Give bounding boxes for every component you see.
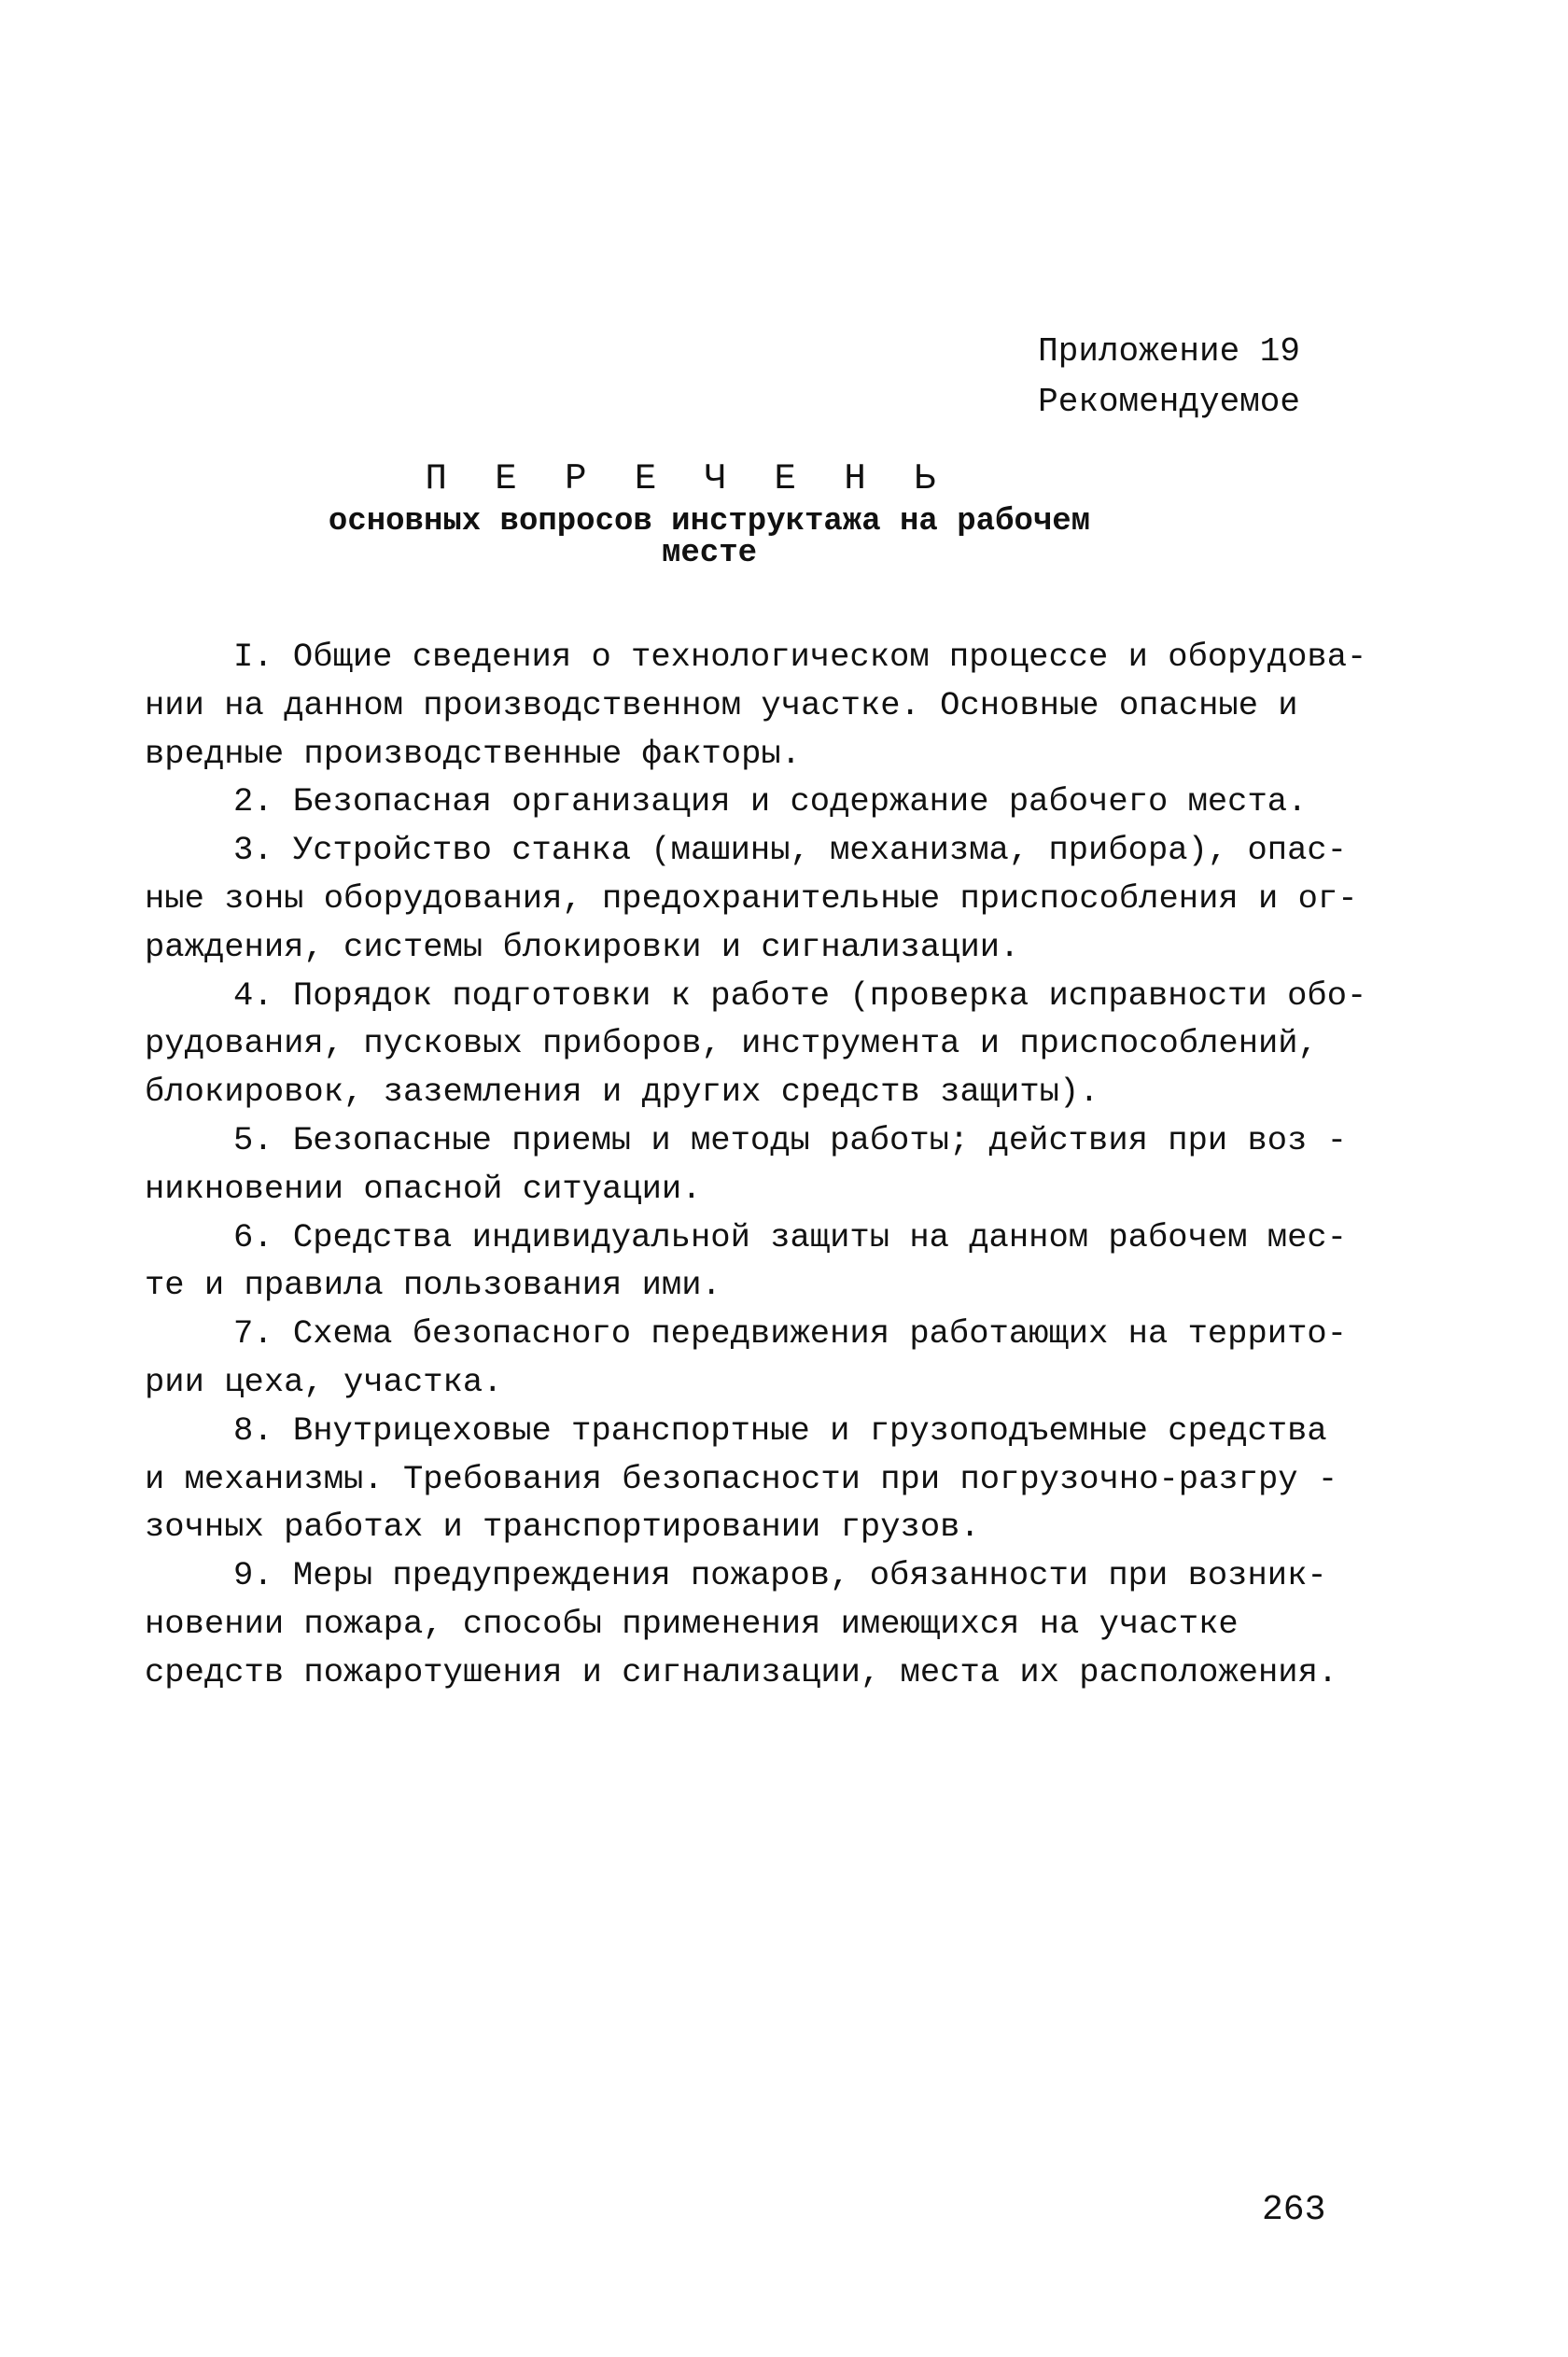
list-item <box>145 1116 1349 1214</box>
list-item-line: ные зоны оборудования, предохранительные приспособления и ог- <box>145 878 1358 918</box>
list-item-line: раждения, системы блокировки и сигнализации. <box>145 927 1020 966</box>
annex-label: Приложение 19 <box>1038 332 1300 371</box>
subtitle-line-2: месте <box>661 536 758 571</box>
list-item-line: рудования, пусковых приборов, инструмента и приспособлений, <box>145 1024 1318 1063</box>
questions-list <box>145 633 1367 1697</box>
page-number: 263 <box>1262 2190 1326 2230</box>
list-item-line: зочных работах и транспортировании грузов. <box>145 1508 980 1547</box>
list-item <box>145 972 1367 1116</box>
list-item <box>145 1551 1349 1696</box>
annex-status: Рекомендуемое <box>1038 383 1300 421</box>
list-item-line: 7. Схема безопасного передвижения работающих на террито- <box>233 1314 1347 1354</box>
list-item-line: вредные производственные факторы. <box>145 734 802 773</box>
list-item-line: блокировок, заземления и других средств защиты). <box>145 1073 1099 1112</box>
list-item-line: новении пожара, способы применения имеющихся на участке <box>145 1604 1239 1643</box>
list-item <box>145 1310 1349 1407</box>
list-item-line: средств пожаротушения и сигнализации, места их расположения. <box>145 1652 1338 1691</box>
annex-header <box>1038 327 1300 428</box>
subtitle-line-1: основных вопросов инструктажа на рабочем <box>328 504 1091 540</box>
list-item <box>145 826 1358 971</box>
list-item-line: I. Общие сведения о технологическом процессе и оборудова- <box>233 638 1367 676</box>
document-subtitle <box>317 506 1101 569</box>
list-item <box>145 633 1367 778</box>
list-item <box>145 778 1349 826</box>
list-item-line: 3. Устройство станка (машины, механизма, прибора), опас- <box>233 831 1347 870</box>
list-item-line: никновении опасной ситуации. <box>145 1169 702 1208</box>
list-item-line: рии цеха, участка. <box>145 1362 503 1401</box>
list-item-line: 5. Безопасные приемы и методы работы; действия при воз - <box>233 1120 1347 1159</box>
document-title: П Е Р Е Ч Е Н Ь <box>425 458 949 499</box>
list-item <box>145 1407 1349 1551</box>
list-item-line: нии на данном производственном участке. Основные опасные и <box>145 685 1298 724</box>
list-item-line: те и правила пользования ими. <box>145 1266 721 1305</box>
list-item-line: 8. Внутрицеховые транспортные и грузоподъемные средства <box>233 1410 1327 1450</box>
list-item-line: 2. Безопасная организация и содержание рабочего места. <box>233 782 1308 821</box>
list-item-line: и механизмы. Требования безопасности при погрузочно-разгру - <box>145 1459 1338 1498</box>
list-item-line: 9. Меры предупреждения пожаров, обязанности при возник- <box>233 1556 1327 1595</box>
list-item-line: 6. Средства индивидуальной защиты на данном рабочем мес- <box>233 1217 1347 1256</box>
list-item-line: 4. Порядок подготовки к работе (проверка исправности обо- <box>233 975 1367 1015</box>
list-item <box>145 1214 1349 1311</box>
